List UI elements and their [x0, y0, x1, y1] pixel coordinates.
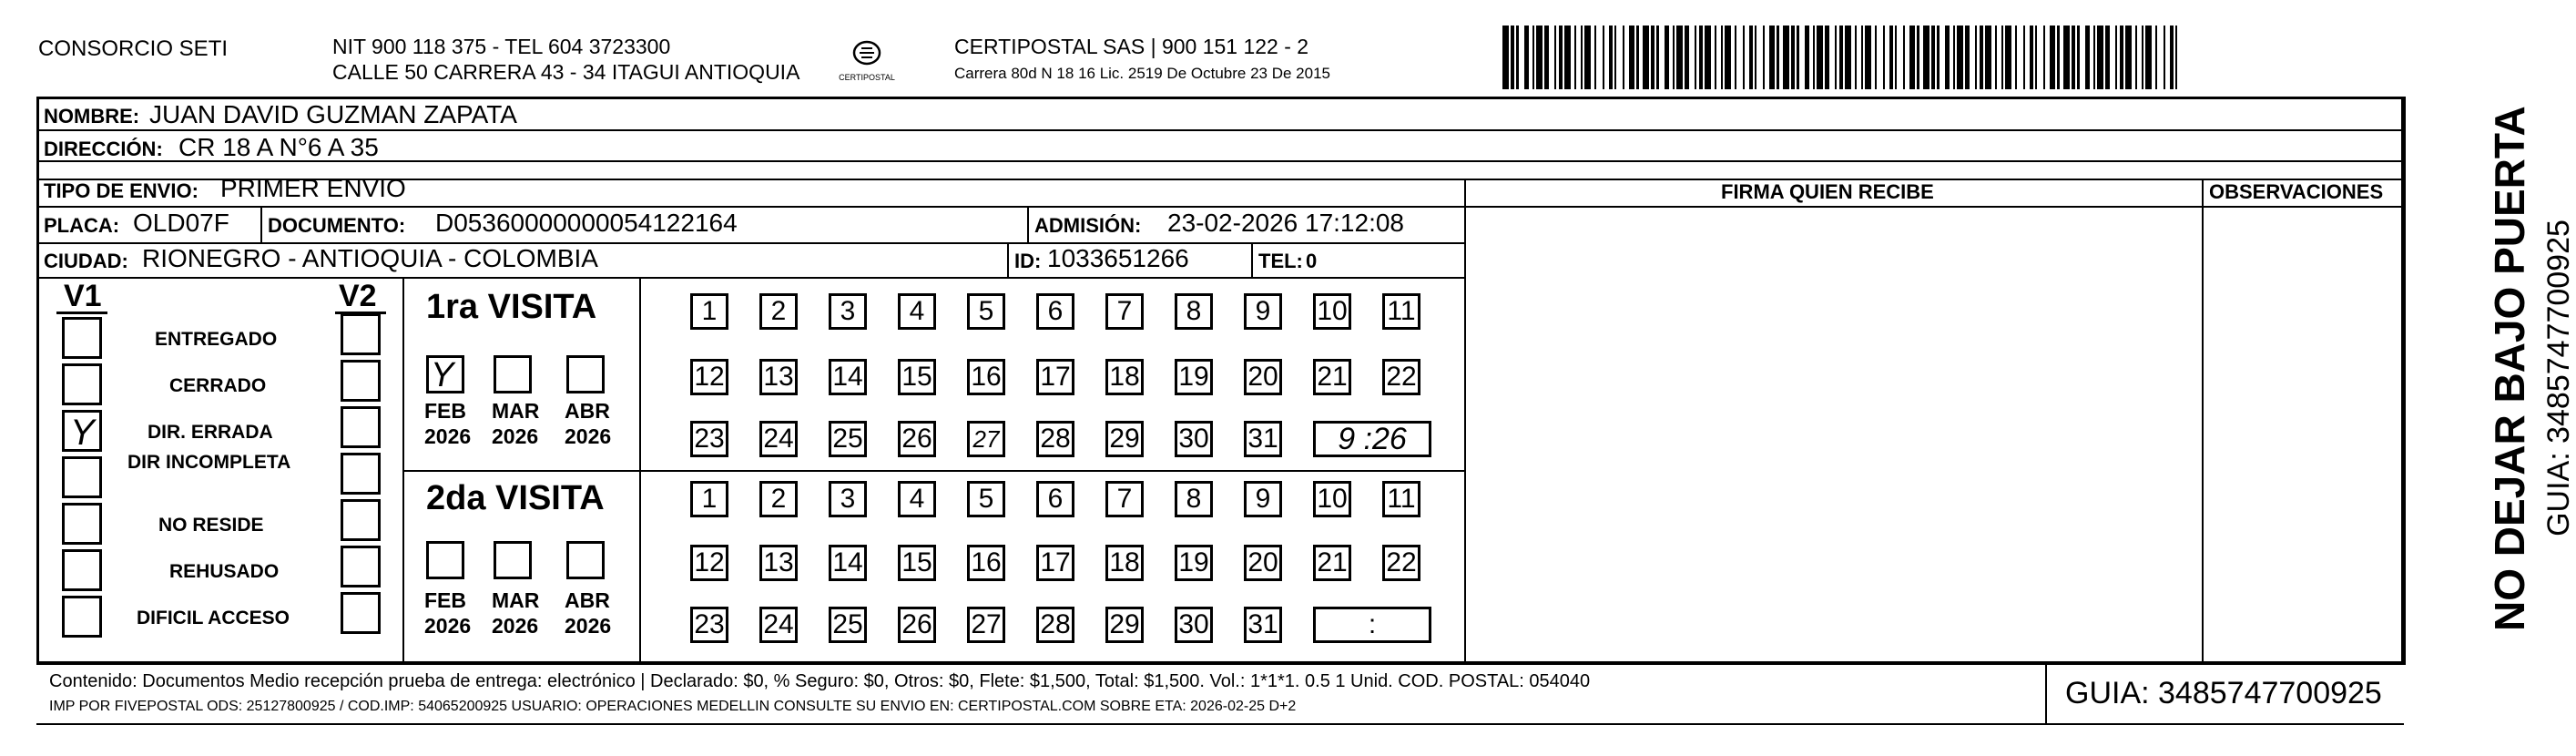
- month-checkbox[interactable]: [566, 355, 605, 393]
- barcode-bar: [1532, 26, 1534, 89]
- barcode-bar: [1965, 26, 1969, 89]
- day-box[interactable]: 19: [1175, 545, 1213, 581]
- barcode-bar: [1656, 26, 1658, 89]
- barcode-bar: [2043, 26, 2045, 89]
- day-box[interactable]: 3: [829, 481, 867, 517]
- barcode-bar: [1861, 26, 1863, 89]
- day-box[interactable]: 22: [1382, 545, 1420, 581]
- barcode-bar: [1574, 26, 1576, 89]
- barcode-bar: [2105, 26, 2109, 89]
- barcode-bar: [1769, 26, 1776, 89]
- tel-value: 0: [1306, 250, 1318, 272]
- address-line: CALLE 50 CARRERA 43 - 34 ITAGUI ANTIOQUIA: [332, 60, 800, 84]
- barcode-bar: [1715, 26, 1716, 89]
- day-box[interactable]: 31: [1244, 421, 1282, 457]
- day-box[interactable]: 16: [967, 359, 1005, 395]
- certipostal-logo: [834, 33, 900, 87]
- day-box[interactable]: 28: [1036, 607, 1074, 643]
- ciudad-label: CIUDAD:: [44, 250, 128, 272]
- v2-checkbox[interactable]: [341, 453, 381, 495]
- barcode-bar: [2035, 26, 2037, 89]
- status-option-label: ENTREGADO: [155, 329, 278, 350]
- barcode-bar: [1980, 26, 1983, 89]
- barcode-bar: [1855, 26, 1857, 89]
- barcode-bar: [1883, 26, 1885, 89]
- tipo-label: TIPO DE ENVIO:: [44, 179, 199, 202]
- day-box[interactable]: 17: [1036, 545, 1074, 581]
- day-box[interactable]: 12: [690, 359, 728, 395]
- day-box[interactable]: 13: [759, 545, 798, 581]
- day-box[interactable]: 27: [967, 607, 1005, 643]
- day-box[interactable]: 30: [1175, 607, 1213, 643]
- v1-checkbox[interactable]: [62, 363, 102, 405]
- barcode-bar: [1603, 26, 1604, 89]
- side-warning: NO DEJAR BAJO PUERTA: [2486, 106, 2533, 631]
- barcode-bar: [1945, 26, 1949, 89]
- second-visit-title: 2da VISITA: [426, 479, 605, 517]
- v1-checkbox[interactable]: [62, 410, 102, 452]
- placa-value: OLD07F: [133, 209, 229, 237]
- day-box[interactable]: 18: [1105, 359, 1144, 395]
- direccion-value: CR 18 A N°6 A 35: [178, 133, 379, 161]
- barcode-bar: [1743, 26, 1745, 89]
- day-box[interactable]: 31: [1244, 607, 1282, 643]
- barcode-bar: [1783, 26, 1789, 89]
- day-box[interactable]: 24: [759, 421, 798, 457]
- day-box[interactable]: 4: [898, 293, 936, 330]
- day-box[interactable]: 19: [1175, 359, 1213, 395]
- month-checkbox[interactable]: [494, 355, 532, 393]
- barcode-bar: [2155, 26, 2157, 89]
- barcode-bar: [1755, 26, 1756, 89]
- barcode-bar: [2120, 26, 2123, 89]
- nombre-label: NOMBRE:: [44, 105, 140, 128]
- barcode-bar: [1564, 26, 1571, 89]
- tipo-value: PRIMER ENVIO: [220, 174, 406, 202]
- month-checkbox[interactable]: [566, 541, 605, 579]
- day-box[interactable]: 29: [1105, 421, 1144, 457]
- v1-checkbox[interactable]: [62, 456, 102, 498]
- side-panel: [2418, 106, 2576, 638]
- barcode-bar: [1516, 26, 1518, 89]
- v2-label: V2: [339, 279, 377, 313]
- barcode-bar: [1931, 26, 1935, 89]
- barcode-bar: [1581, 26, 1583, 89]
- barcode-bar: [1524, 26, 1528, 89]
- barcode-bar: [2175, 26, 2177, 89]
- admision-value: 23-02-2026 17:12:08: [1167, 209, 1404, 237]
- day-box[interactable]: 6: [1036, 481, 1074, 517]
- day-box[interactable]: 17: [1036, 359, 1074, 395]
- id-value: 1033651266: [1047, 244, 1189, 272]
- direccion-label: DIRECCIÓN:: [44, 138, 163, 160]
- day-box[interactable]: 11: [1382, 293, 1420, 330]
- nit-line: NIT 900 118 375 - TEL 604 3723300: [332, 35, 671, 58]
- barcode-bar: [2050, 26, 2056, 89]
- barcode-bar: [1749, 26, 1753, 89]
- day-box[interactable]: 20: [1244, 359, 1282, 395]
- barcode-bar: [1957, 26, 1963, 89]
- v2-checkbox[interactable]: [341, 546, 381, 587]
- year-label: 2026: [424, 424, 472, 448]
- footer-imp: IMP POR FIVEPOSTAL ODS: 25127800925 / COD.IMP: 54065200925 USUARIO: OPERACIONES MEDELLIN CONSULTE SU ENVIO EN: CERTIPOSTAL.COM SOBRE ETA: 2026-02-25 D+2: [49, 699, 1297, 714]
- barcode-bar: [1825, 26, 1828, 89]
- day-box[interactable]: 4: [898, 481, 936, 517]
- barcode-bar: [1609, 26, 1613, 89]
- barcode-bar: [1594, 26, 1596, 89]
- day-box[interactable]: 10: [1313, 293, 1351, 330]
- year-label: 2026: [565, 424, 612, 448]
- day-box[interactable]: 25: [829, 421, 867, 457]
- year-label: 2026: [492, 424, 539, 448]
- barcode-bar: [1763, 26, 1765, 89]
- day-box[interactable]: 26: [898, 421, 936, 457]
- nombre-value: JUAN DAVID GUZMAN ZAPATA: [149, 100, 517, 128]
- day-box[interactable]: 3: [829, 293, 867, 330]
- day-box[interactable]: 8: [1175, 481, 1213, 517]
- barcode-bar: [2015, 26, 2017, 89]
- day-box[interactable]: 30: [1175, 421, 1213, 457]
- month-label: FEB: [424, 399, 466, 423]
- day-box[interactable]: 21: [1313, 545, 1351, 581]
- barcode-bar: [1725, 26, 1731, 89]
- v1-checkbox[interactable]: [62, 549, 102, 591]
- certipostal-line: CERTIPOSTAL SAS | 900 151 122 - 2: [954, 35, 1309, 58]
- barcode-bar: [1791, 26, 1795, 89]
- status-option-label: DIFICIL ACCESO: [137, 608, 290, 628]
- day-box[interactable]: 23: [690, 421, 728, 457]
- observaciones-label: OBSERVACIONES: [2209, 180, 2384, 203]
- day-box[interactable]: 8: [1175, 293, 1213, 330]
- status-option-label: CERRADO: [169, 375, 267, 396]
- barcode-bar: [1835, 26, 1837, 89]
- company-name: CONSORCIO SETI: [38, 36, 229, 61]
- v1-checkbox[interactable]: [62, 596, 102, 638]
- barcode-bar: [2142, 26, 2143, 89]
- barcode-bar: [1559, 26, 1563, 89]
- barcode-bar: [1985, 26, 1991, 89]
- barcode-bar: [1875, 26, 1877, 89]
- barcode-bar: [2125, 26, 2132, 89]
- barcode-bar: [1917, 26, 1919, 89]
- day-box[interactable]: 13: [759, 359, 798, 395]
- year-label: 2026: [492, 614, 539, 638]
- day-box[interactable]: 14: [829, 359, 867, 395]
- barcode-bar: [1629, 26, 1635, 89]
- day-box[interactable]: 16: [967, 545, 1005, 581]
- barcode-bar: [1777, 26, 1778, 89]
- barcode-bar: [1953, 26, 1955, 89]
- logo-text: CERTIPOSTAL: [839, 73, 895, 82]
- footer-contenido: Contenido: Documentos Medio recepción prueba de entrega: electrónico | Declarado: $0, % Seguro: $0, Otros: $0, Flete: $1,500, Total: $1,500. Vol.: 1*1*1. 0.5 1 Unid. COD. POSTAL: 054040: [49, 671, 1591, 691]
- day-box[interactable]: 1: [690, 293, 728, 330]
- month-label: ABR: [565, 399, 610, 423]
- tel-label: TEL:: [1258, 250, 1303, 272]
- barcode-bar: [1721, 26, 1723, 89]
- v2-checkbox[interactable]: [341, 592, 381, 634]
- license-line: Carrera 80d N 18 16 Lic. 2519 De Octubre 23 De 2015: [954, 65, 1330, 82]
- barcode-bar: [1584, 26, 1591, 89]
- v2-checkbox[interactable]: [341, 313, 381, 355]
- barcode: [1502, 26, 2180, 89]
- barcode-bar: [1544, 26, 1548, 89]
- placa-label: PLACA:: [44, 214, 120, 237]
- barcode-bar: [1817, 26, 1823, 89]
- barcode-bar: [1695, 26, 1696, 89]
- day-box[interactable]: 5: [967, 293, 1005, 330]
- time-box[interactable]: 9 :26: [1313, 421, 1431, 457]
- day-box[interactable]: 9: [1244, 481, 1282, 517]
- day-box[interactable]: 15: [898, 545, 936, 581]
- barcode-bar: [1889, 26, 1893, 89]
- barcode-bar: [1502, 26, 1509, 89]
- day-box[interactable]: 7: [1105, 481, 1144, 517]
- v1-checkbox[interactable]: [62, 503, 102, 545]
- barcode-bar: [2145, 26, 2152, 89]
- day-box[interactable]: 2: [759, 293, 798, 330]
- footer-guia: GUIA: 3485747700925: [2065, 676, 2382, 710]
- barcode-bar: [1909, 26, 1916, 89]
- year-label: 2026: [565, 614, 612, 638]
- barcode-bar: [1673, 26, 1675, 89]
- documento-label: DOCUMENTO:: [268, 214, 406, 237]
- barcode-bar: [1735, 26, 1736, 89]
- day-box[interactable]: 2: [759, 481, 798, 517]
- day-box[interactable]: 15: [898, 359, 936, 395]
- month-label: ABR: [565, 588, 610, 612]
- day-box[interactable]: 22: [1382, 359, 1420, 395]
- month-label: FEB: [424, 588, 466, 612]
- documento-value: D05360000000054122164: [435, 209, 738, 237]
- barcode-bar: [1797, 26, 1798, 89]
- barcode-bar: [1665, 26, 1668, 89]
- barcode-bar: [1676, 26, 1683, 89]
- day-box[interactable]: 25: [829, 607, 867, 643]
- barcode-bar: [1685, 26, 1688, 89]
- day-box[interactable]: 23: [690, 607, 728, 643]
- barcode-bar: [1813, 26, 1815, 89]
- day-box[interactable]: 18: [1105, 545, 1144, 581]
- barcode-bar: [1923, 26, 1929, 89]
- barcode-bar: [2030, 26, 2033, 89]
- barcode-bar: [2057, 26, 2059, 89]
- barcode-bar: [1623, 26, 1624, 89]
- barcode-bar: [2097, 26, 2103, 89]
- day-box[interactable]: 1: [690, 481, 728, 517]
- barcode-bar: [1895, 26, 1897, 89]
- barcode-bar: [1636, 26, 1638, 89]
- month-label: MAR: [492, 399, 540, 423]
- barcode-bar: [2063, 26, 2070, 89]
- barcode-bar: [1705, 26, 1711, 89]
- barcode-bar: [1805, 26, 1808, 89]
- marked-day: 27: [972, 424, 1000, 453]
- month-label: MAR: [492, 588, 540, 612]
- barcode-bar: [2135, 26, 2137, 89]
- barcode-bar: [1865, 26, 1871, 89]
- ciudad-value: RIONEGRO - ANTIOQUIA - COLOMBIA: [142, 244, 598, 272]
- day-box[interactable]: 20: [1244, 545, 1282, 581]
- day-box[interactable]: 7: [1105, 293, 1144, 330]
- barcode-bar: [2077, 26, 2079, 89]
- v1-label: V1: [64, 279, 102, 313]
- day-box[interactable]: 11: [1382, 481, 1420, 517]
- day-box[interactable]: 14: [829, 545, 867, 581]
- barcode-bar: [1651, 26, 1655, 89]
- month-check-mark: Y: [431, 356, 454, 394]
- first-visit-title: 1ra VISITA: [426, 288, 597, 326]
- day-box[interactable]: 5: [967, 481, 1005, 517]
- day-box[interactable]: 29: [1105, 607, 1144, 643]
- status-option-label: NO RESIDE: [158, 515, 264, 536]
- barcode-bar: [1511, 26, 1514, 89]
- v1-check-mark: Y: [70, 413, 95, 453]
- day-box[interactable]: 6: [1036, 293, 1074, 330]
- day-box[interactable]: 21: [1313, 359, 1351, 395]
- barcode-bar: [1554, 26, 1556, 89]
- day-box[interactable]: 26: [898, 607, 936, 643]
- barcode-bar: [2164, 26, 2165, 89]
- barcode-bar: [2005, 26, 2011, 89]
- barcode-bar: [1903, 26, 1905, 89]
- day-box[interactable]: 12: [690, 545, 728, 581]
- v2-checkbox[interactable]: [341, 360, 381, 402]
- barcode-bar: [1975, 26, 1977, 89]
- month-checkbox[interactable]: [426, 355, 464, 393]
- barcode-bar: [2170, 26, 2174, 89]
- barcode-bar: [1699, 26, 1703, 89]
- v1-checkbox[interactable]: [62, 317, 102, 359]
- barcode-bar: [1614, 26, 1616, 89]
- barcode-bar: [1937, 26, 1939, 89]
- barcode-bar: [2072, 26, 2075, 89]
- barcode-bar: [1536, 26, 1543, 89]
- day-box[interactable]: 28: [1036, 421, 1074, 457]
- side-guia: GUIA: 3485747700925: [2541, 220, 2576, 536]
- day-box[interactable]: 10: [1313, 481, 1351, 517]
- barcode-bar: [2115, 26, 2117, 89]
- status-option-label: DIR INCOMPLETA: [127, 452, 291, 473]
- year-label: 2026: [424, 614, 472, 638]
- barcode-bar: [2001, 26, 2003, 89]
- v2-checkbox[interactable]: [341, 499, 381, 541]
- id-label: ID:: [1014, 250, 1042, 272]
- admision-label: ADMISIÓN:: [1034, 214, 1142, 237]
- firma-label: FIRMA QUIEN RECIBE: [1721, 180, 1934, 203]
- status-option-label: DIR. ERRADA: [148, 422, 273, 443]
- status-option-label: REHUSADO: [169, 561, 280, 582]
- barcode-bar: [1995, 26, 1997, 89]
- day-box[interactable]: [967, 421, 1005, 457]
- barcode-bar: [1845, 26, 1851, 89]
- month-checkbox[interactable]: [494, 541, 532, 579]
- day-box[interactable]: 9: [1244, 293, 1282, 330]
- barcode-bar: [1643, 26, 1649, 89]
- day-box[interactable]: 24: [759, 607, 798, 643]
- barcode-bar: [1839, 26, 1843, 89]
- barcode-bar: [2093, 26, 2095, 89]
- time-box[interactable]: :: [1313, 607, 1431, 643]
- v2-checkbox[interactable]: [341, 406, 381, 448]
- barcode-bar: [2085, 26, 2089, 89]
- month-checkbox[interactable]: [426, 541, 464, 579]
- barcode-bar: [2023, 26, 2025, 89]
